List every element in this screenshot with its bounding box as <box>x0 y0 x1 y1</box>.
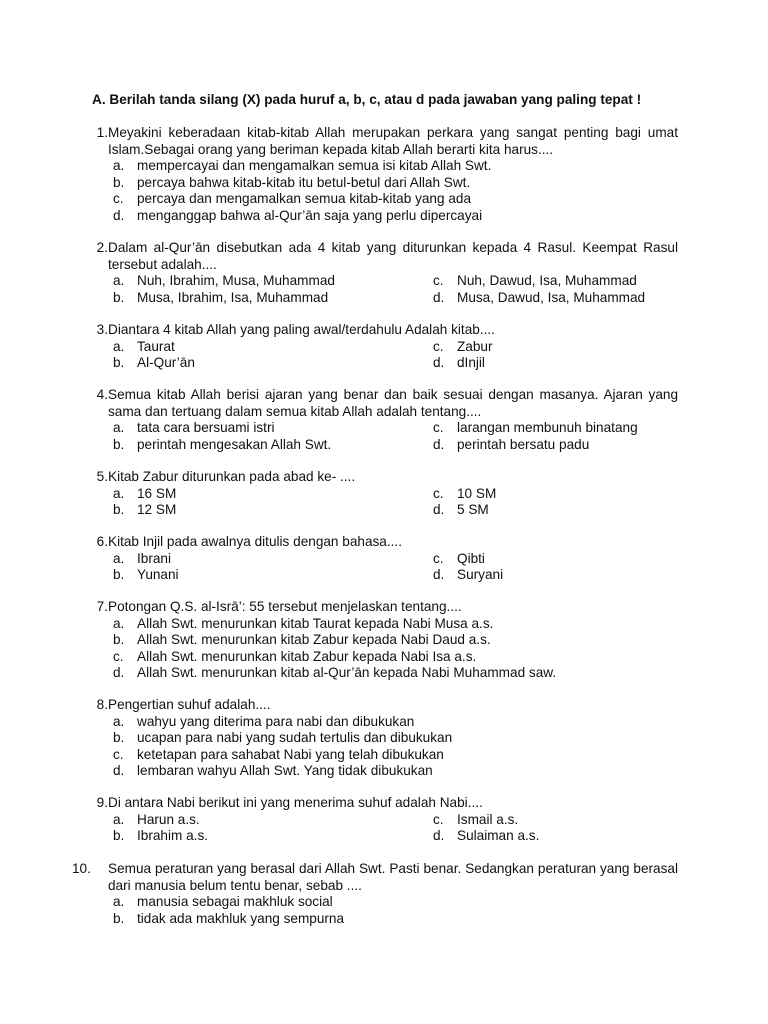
option-letter: d. <box>113 207 125 223</box>
question-7 <box>72 599 678 682</box>
question-10 <box>72 861 678 927</box>
question-number: 3. <box>96 322 108 337</box>
option-b[interactable] <box>113 502 433 519</box>
question-number: 7. <box>96 599 108 614</box>
option-text: Zabur <box>457 338 493 354</box>
option-c[interactable] <box>433 812 678 829</box>
option-a[interactable] <box>113 714 678 731</box>
option-letter: c. <box>113 648 124 664</box>
option-d[interactable] <box>433 355 678 372</box>
option-letter: c. <box>433 485 444 501</box>
question-number: 10. <box>72 861 91 876</box>
option-a[interactable] <box>113 158 678 175</box>
option-text: Harun a.s. <box>137 811 200 827</box>
option-list <box>113 273 678 306</box>
option-text: Al-Qur’ān <box>137 355 195 370</box>
option-a[interactable] <box>113 551 433 568</box>
question-text: Semua kitab Allah berisi ajaran yang benar dan baik sesuai dengan masanya. Ajaran yang sama dan tertuang dalam semua kitab Allah adalah tentang.... <box>108 387 678 419</box>
question-text: Kitab Zabur diturunkan pada abad ke- .... <box>108 469 356 484</box>
option-letter: c. <box>113 746 124 762</box>
option-c[interactable] <box>113 747 678 764</box>
option-list <box>113 158 678 224</box>
option-b[interactable] <box>113 828 433 845</box>
option-text: Allah Swt. menurunkan kitab Taurat kepada Nabi Musa a.s. <box>137 615 494 631</box>
option-a[interactable] <box>113 616 678 633</box>
option-letter: c. <box>433 811 444 827</box>
option-c[interactable] <box>113 191 678 208</box>
option-letter: c. <box>433 550 444 566</box>
option-text: dInjil <box>457 355 485 370</box>
section-heading: A. Berilah tanda silang (X) pada huruf a, b, c, atau d pada jawaban yang paling tepat ! <box>92 92 642 107</box>
option-c[interactable] <box>433 551 678 568</box>
question-1 <box>72 125 678 224</box>
option-text: Ibrahim a.s. <box>137 828 209 843</box>
option-text: Allah Swt. menurunkan kitab Zabur kepada Nabi Daud a.s. <box>137 632 491 647</box>
option-letter: b. <box>113 730 125 745</box>
option-d[interactable] <box>433 567 678 584</box>
option-text: 12 SM <box>137 502 177 517</box>
option-letter: d. <box>433 289 445 305</box>
option-c[interactable] <box>433 420 678 437</box>
question-text: Semua peraturan yang berasal dari Allah Swt. Pasti benar. Sedangkan peraturan yang berasal dari manusia belum tentu benar, sebab .... <box>108 861 678 893</box>
option-text: Suryani <box>457 567 504 582</box>
option-list <box>113 339 678 372</box>
option-text: Allah Swt. menurunkan kitab Zabur kepada Nabi Isa a.s. <box>137 648 477 664</box>
option-a[interactable] <box>113 273 433 290</box>
option-a[interactable] <box>113 812 433 829</box>
question-number: 9. <box>96 795 108 810</box>
question-8 <box>72 697 678 780</box>
question-text: Di antara Nabi berikut ini yang menerima suhuf adalah Nabi.... <box>108 795 483 810</box>
option-letter: b. <box>113 289 125 305</box>
option-letter: d. <box>113 665 125 680</box>
option-text: Taurat <box>137 338 175 354</box>
option-letter: c. <box>433 420 444 435</box>
option-a[interactable] <box>113 420 433 437</box>
option-d[interactable] <box>113 665 678 682</box>
question-text: Pengertian suhuf adalah.... <box>108 697 271 712</box>
option-c[interactable] <box>433 339 678 356</box>
option-text: Nuh, Ibrahim, Musa, Muhammad <box>137 273 335 288</box>
option-b[interactable] <box>113 437 433 454</box>
option-letter: b. <box>113 910 125 926</box>
option-letter: d. <box>433 567 445 582</box>
option-letter: a. <box>113 550 125 566</box>
option-list <box>113 894 678 927</box>
option-letter: d. <box>433 828 445 843</box>
question-4 <box>72 387 678 453</box>
option-text: ucapan para nabi yang sudah tertulis dan dibukukan <box>137 730 453 745</box>
question-text: Meyakini keberadaan kitab-kitab Allah merupakan perkara yang sangat penting bagi umat Islam.Sebagai orang yang beriman kepada kitab Allah berarti kita harus.... <box>108 125 678 157</box>
option-c[interactable] <box>113 649 678 666</box>
option-letter: a. <box>113 485 125 501</box>
option-letter: a. <box>113 420 125 435</box>
option-b[interactable] <box>113 911 678 928</box>
option-text: mempercayai dan mengamalkan semua isi kitab Allah Swt. <box>137 158 492 173</box>
question-5 <box>72 469 678 519</box>
option-text: ketetapan para sahabat Nabi yang telah dibukukan <box>137 746 444 762</box>
option-letter: b. <box>113 828 125 843</box>
option-letter: a. <box>113 713 125 729</box>
option-text: Ibrani <box>137 550 172 566</box>
option-letter: b. <box>113 632 125 647</box>
option-list <box>113 616 678 682</box>
option-letter: a. <box>113 811 125 827</box>
option-d[interactable] <box>433 290 678 307</box>
option-list <box>113 420 678 453</box>
option-letter: b. <box>113 355 125 370</box>
question-text: Diantara 4 kitab Allah yang paling awal/terdahulu Adalah kitab.... <box>108 322 495 337</box>
option-letter: a. <box>113 158 125 173</box>
option-list <box>113 551 678 584</box>
question-number: 4. <box>96 387 108 402</box>
option-d[interactable] <box>433 828 678 845</box>
option-d[interactable] <box>113 763 678 780</box>
option-list <box>113 812 678 845</box>
option-text: Musa, Dawud, Isa, Muhammad <box>457 289 646 305</box>
option-b[interactable] <box>113 175 678 192</box>
option-b[interactable] <box>113 355 433 372</box>
option-b[interactable] <box>113 730 678 747</box>
question-number: 5. <box>96 469 108 484</box>
option-letter: b. <box>113 174 125 190</box>
option-c[interactable] <box>433 486 678 503</box>
option-letter: c. <box>113 191 124 206</box>
question-9 <box>72 795 678 845</box>
option-b[interactable] <box>113 632 678 649</box>
option-text: Nuh, Dawud, Isa, Muhammad <box>457 273 637 288</box>
option-a[interactable] <box>113 894 678 911</box>
option-text: perintah mengesakan Allah Swt. <box>137 436 332 452</box>
option-text: Musa, Ibrahim, Isa, Muhammad <box>137 289 329 305</box>
option-text: Allah Swt. menurunkan kitab al-Qur’ān kepada Nabi Muhammad saw. <box>137 665 557 680</box>
option-text: perintah bersatu padu <box>457 436 590 452</box>
option-list <box>113 486 678 519</box>
question-number: 8. <box>96 697 108 712</box>
option-text: Ismail a.s. <box>457 811 519 827</box>
option-letter: a. <box>113 894 125 909</box>
question-number: 6. <box>96 534 108 549</box>
option-text: menganggap bahwa al-Qur’ān saja yang perlu dipercayai <box>137 207 483 223</box>
option-letter: d. <box>433 355 445 370</box>
question-3 <box>72 322 678 372</box>
option-c[interactable] <box>433 273 678 290</box>
option-letter: c. <box>433 338 444 354</box>
option-text: Yunani <box>137 567 179 582</box>
option-list <box>113 714 678 780</box>
option-text: manusia sebagai makhluk social <box>137 894 333 909</box>
option-text: Sulaiman a.s. <box>457 828 540 843</box>
option-text: 5 SM <box>457 502 489 517</box>
question-text: Potongan Q.S. al-Isrā’: 55 tersebut menjelaskan tentang.... <box>108 599 462 614</box>
option-text: tata cara bersuami istri <box>137 420 275 435</box>
question-number: 2. <box>96 240 108 255</box>
option-letter: d. <box>433 502 445 517</box>
question-2 <box>72 240 678 306</box>
option-d[interactable] <box>433 437 678 454</box>
option-text: lembaran wahyu Allah Swt. Yang tidak dibukukan <box>137 763 433 778</box>
option-b[interactable] <box>113 290 433 307</box>
option-d[interactable] <box>113 208 678 225</box>
option-letter: c. <box>433 273 444 288</box>
option-text: larangan membunuh binatang <box>457 420 638 435</box>
option-text: percaya dan mengamalkan semua kitab-kitab yang ada <box>137 191 472 206</box>
option-a[interactable] <box>113 486 433 503</box>
option-letter: d. <box>433 436 445 452</box>
option-letter: a. <box>113 615 125 631</box>
option-letter: b. <box>113 567 125 582</box>
option-letter: a. <box>113 273 125 288</box>
option-letter: d. <box>113 763 125 778</box>
question-number: 1. <box>96 125 108 140</box>
question-text: Kitab Injil pada awalnya ditulis dengan bahasa.... <box>108 534 402 549</box>
option-text: 10 SM <box>457 485 497 501</box>
option-letter: a. <box>113 338 125 354</box>
option-text: wahyu yang diterima para nabi dan dibukukan <box>137 713 415 729</box>
option-letter: b. <box>113 502 125 517</box>
option-a[interactable] <box>113 339 433 356</box>
option-b[interactable] <box>113 567 433 584</box>
question-6 <box>72 534 678 584</box>
option-text: 16 SM <box>137 485 177 501</box>
question-text: Dalam al-Qur’ān disebutkan ada 4 kitab yang diturunkan kepada 4 Rasul. Keempat Rasul tersebut adalah.... <box>108 240 678 272</box>
option-text: percaya bahwa kitab-kitab itu betul-betul dari Allah Swt. <box>137 174 471 190</box>
option-letter: b. <box>113 436 125 452</box>
option-text: Qibti <box>457 550 485 566</box>
option-d[interactable] <box>433 502 678 519</box>
option-text: tidak ada makhluk yang sempurna <box>137 910 345 926</box>
